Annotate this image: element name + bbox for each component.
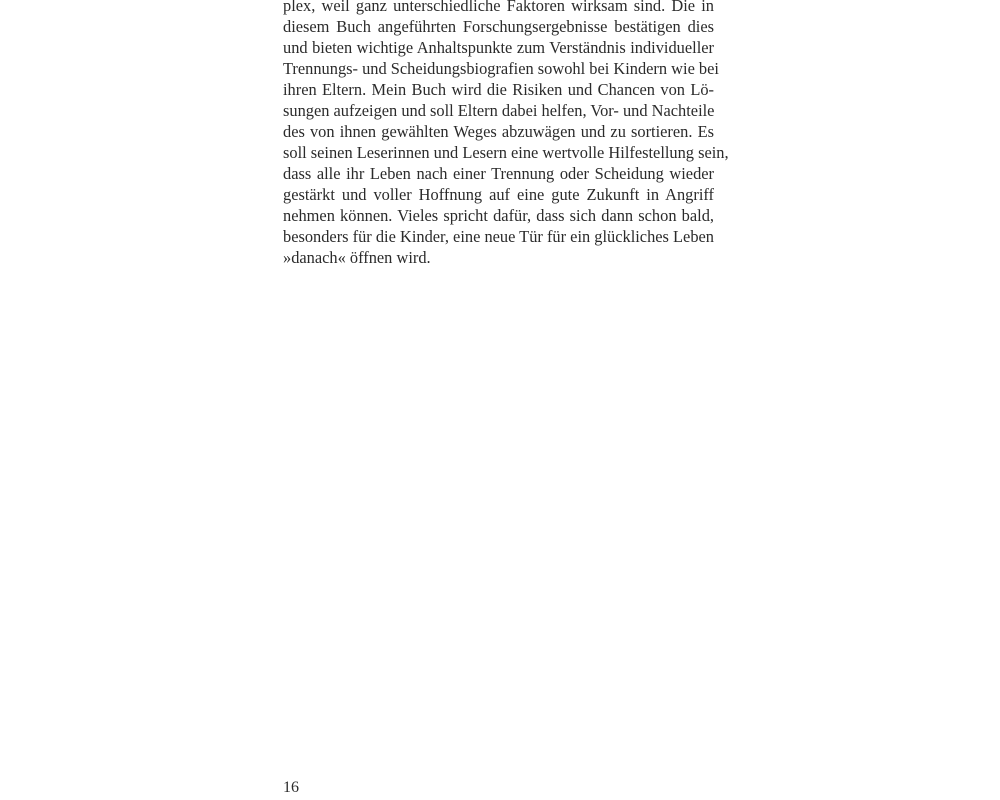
text-line: soll seinen Leserinnen und Lesern eine wertvolle Hilfestellung sein, bbox=[283, 143, 729, 162]
text-line: plex, weil ganz unterschiedliche Faktoren wirksam sind. Die in bbox=[283, 0, 714, 15]
text-line: ihren Eltern. Mein Buch wird die Risiken und Chancen von Lö- bbox=[283, 80, 714, 99]
page-number: 16 bbox=[283, 779, 299, 796]
text-line: besonders für die Kinder, eine neue Tür für ein glückliches Leben bbox=[283, 227, 714, 246]
text-line: gestärkt und voller Hoffnung auf eine gute Zukunft in Angriff bbox=[283, 185, 714, 204]
text-line: »danach« öffnen wird. bbox=[283, 248, 431, 267]
text-line: dass alle ihr Leben nach einer Trennung oder Scheidung wieder bbox=[283, 164, 714, 183]
text-line: nehmen können. Vieles spricht dafür, dass sich dann schon bald, bbox=[283, 206, 714, 225]
text-line: diesem Buch angeführten Forschungsergebnisse bestätigen dies bbox=[283, 17, 714, 36]
text-line: Trennungs- und Scheidungsbiografien sowohl bei Kindern wie bei bbox=[283, 59, 719, 78]
body-paragraph bbox=[283, 0, 729, 268]
text-line: des von ihnen gewählten Weges abzuwägen und zu sortieren. Es bbox=[283, 122, 714, 141]
text-line: und bieten wichtige Anhaltspunkte zum Verständnis individueller bbox=[283, 38, 714, 57]
text-line: sungen aufzeigen und soll Eltern dabei helfen, Vor- und Nachteile bbox=[283, 101, 715, 120]
